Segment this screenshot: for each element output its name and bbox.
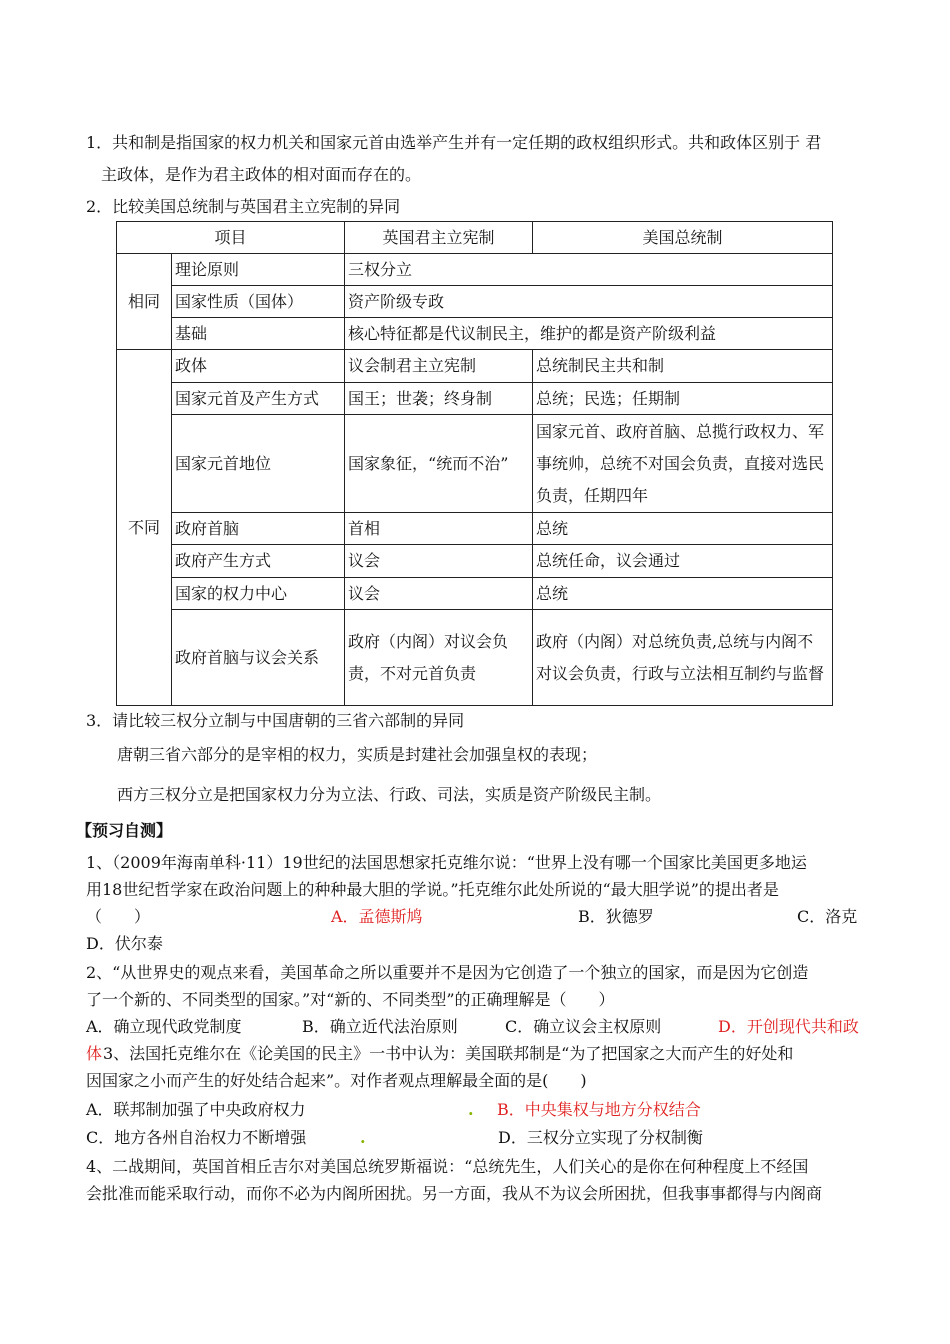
q2-option-b: B．确立近代法治原则 xyxy=(302,1017,458,1036)
table-row xyxy=(117,350,833,383)
row-item: 国家元首地位 xyxy=(172,415,345,513)
group-same-label: 相同 xyxy=(117,254,172,350)
row-value: 资产阶级专政 xyxy=(345,286,833,318)
row-item: 政体 xyxy=(172,350,345,383)
table-row xyxy=(117,415,833,513)
row-us: 政府（内阁）对总统负责,总统与内阁不对议会负责，行政与立法相互制约与监督 xyxy=(533,610,833,706)
row-item: 政府首脑与议会关系 xyxy=(172,610,345,706)
header-us: 美国总统制 xyxy=(533,222,833,254)
q2-option-d: D．开创现代共和政 xyxy=(718,1017,859,1036)
row-us: 总统 xyxy=(533,513,833,545)
row-value: 核心特征都是代议制民主，维护的都是资产阶级利益 xyxy=(345,318,833,350)
q3-option-a: A．联邦制加强了中央政府权力 xyxy=(86,1100,306,1119)
q1-option-d: D．伏尔泰 xyxy=(86,934,163,953)
row-us: 国家元首、政府首脑、总揽行政权力、军事统帅，总统不对国会负责，直接对选民负责，任期四年 xyxy=(533,415,833,513)
row-uk: 国家象征，“统而不治” xyxy=(345,415,533,513)
row-value: 三权分立 xyxy=(345,254,833,286)
row-uk: 议会 xyxy=(345,545,533,578)
table-header-row xyxy=(117,222,833,254)
group-diff-label: 不同 xyxy=(117,350,172,706)
table-row xyxy=(117,318,833,350)
row-us: 总统制民主共和制 xyxy=(533,350,833,383)
row-item: 政府首脑 xyxy=(172,513,345,545)
header-uk: 英国君主立宪制 xyxy=(345,222,533,254)
row-uk: 议会 xyxy=(345,578,533,610)
q3-option-d: D．三权分立实现了分权制衡 xyxy=(498,1128,703,1147)
row-us: 总统；民选；任期制 xyxy=(533,383,833,415)
row-uk: 议会制君主立宪制 xyxy=(345,350,533,383)
row-uk: 首相 xyxy=(345,513,533,545)
q4-line2: 会批准而能采取行动，而你不必为内阁所困扰。另一方面，我从不为议会所困扰，但我事事都得与内阁商 xyxy=(86,1184,823,1203)
row-item: 国家元首及产生方式 xyxy=(172,383,345,415)
row-item: 国家性质（国体） xyxy=(172,286,345,318)
row-item: 国家的权力中心 xyxy=(172,578,345,610)
row-item: 理论原则 xyxy=(172,254,345,286)
q2-option-d-cont: 体 xyxy=(86,1044,103,1063)
table-row xyxy=(117,254,833,286)
row-us: 总统任命，议会通过 xyxy=(533,545,833,578)
q1-line1: 1、（2009年海南单科·11）19世纪的法国思想家托克维尔说：“世界上没有哪一个国家比美国更多地运 xyxy=(86,853,807,872)
q2-option-a: A．确立现代政党制度 xyxy=(86,1017,242,1036)
q3-dot-mark-2: . xyxy=(360,1128,366,1147)
q3-dot-mark: . xyxy=(468,1100,474,1119)
selftest-heading: 【预习自测】 xyxy=(76,821,173,840)
q2-option-c: C．确立议会主权原则 xyxy=(505,1017,662,1036)
table-row xyxy=(117,513,833,545)
row-uk: 政府（内阁）对议会负责，不对元首负责 xyxy=(345,610,533,706)
row-uk: 国王；世袭；终身制 xyxy=(345,383,533,415)
q2-line1: 2、“从世界史的观点来看，美国革命之所以重要并不是因为它创造了一个独立的国家，而是因为它创造 xyxy=(86,963,809,982)
row-item: 基础 xyxy=(172,318,345,350)
section-title-compare: 2．比较美国总统制与英国君主立宪制的异同 xyxy=(86,197,401,216)
q1-option-c: C．洛克 xyxy=(797,907,858,926)
table-row xyxy=(117,610,833,706)
q1-option-b: B．狄德罗 xyxy=(578,907,654,926)
table-row xyxy=(117,286,833,318)
section-title-three-powers: 3．请比较三权分立制与中国唐朝的三省六部制的异同 xyxy=(86,711,465,730)
q3-option-b: B．中央集权与地方分权结合 xyxy=(497,1100,701,1119)
q1-option-a: A．孟德斯鸠 xyxy=(331,907,423,926)
table-row xyxy=(117,545,833,578)
para-republic-line2: 主政体，是作为君主政体的相对面而存在的。 xyxy=(101,165,422,184)
q3-line1: 3、法国托克维尔在《论美国的民主》一书中认为：美国联邦制是“为了把国家之大而产生的好处和 xyxy=(103,1044,794,1063)
q3-option-c: C．地方各州自治权力不断增强 xyxy=(86,1128,307,1147)
table-row xyxy=(117,578,833,610)
para-republic-line1: 1．共和制是指国家的权力机关和国家元首由选举产生并有一定任期的政权组织形式。共和政体区别于 君 xyxy=(86,133,822,152)
row-item: 政府产生方式 xyxy=(172,545,345,578)
q3-line2: 因国家之小而产生的好处结合起来”。对作者观点理解最全面的是( ) xyxy=(86,1071,587,1090)
para-west: 西方三权分立是把国家权力分为立法、行政、司法，实质是资产阶级民主制。 xyxy=(117,785,662,804)
q4-line1: 4、二战期间，英国首相丘吉尔对美国总统罗斯福说：“总统先生，人们关心的是你在何种程度上不经国 xyxy=(86,1157,809,1176)
q1-line2: 用18世纪哲学家在政治问题上的种种最大胆的学说。”托克维尔此处所说的“最大胆学说”的提出者是 xyxy=(86,880,779,899)
para-tang: 唐朝三省六部分的是宰相的权力，实质是封建社会加强皇权的表现； xyxy=(117,745,598,764)
q1-bracket: （ ） xyxy=(86,907,151,926)
table-row xyxy=(117,383,833,415)
q2-line2: 了一个新的、不同类型的国家。”对“新的、不同类型”的正确理解是（ ） xyxy=(86,990,615,1009)
comparison-table xyxy=(116,221,833,706)
header-item: 项目 xyxy=(117,222,345,254)
row-us: 总统 xyxy=(533,578,833,610)
